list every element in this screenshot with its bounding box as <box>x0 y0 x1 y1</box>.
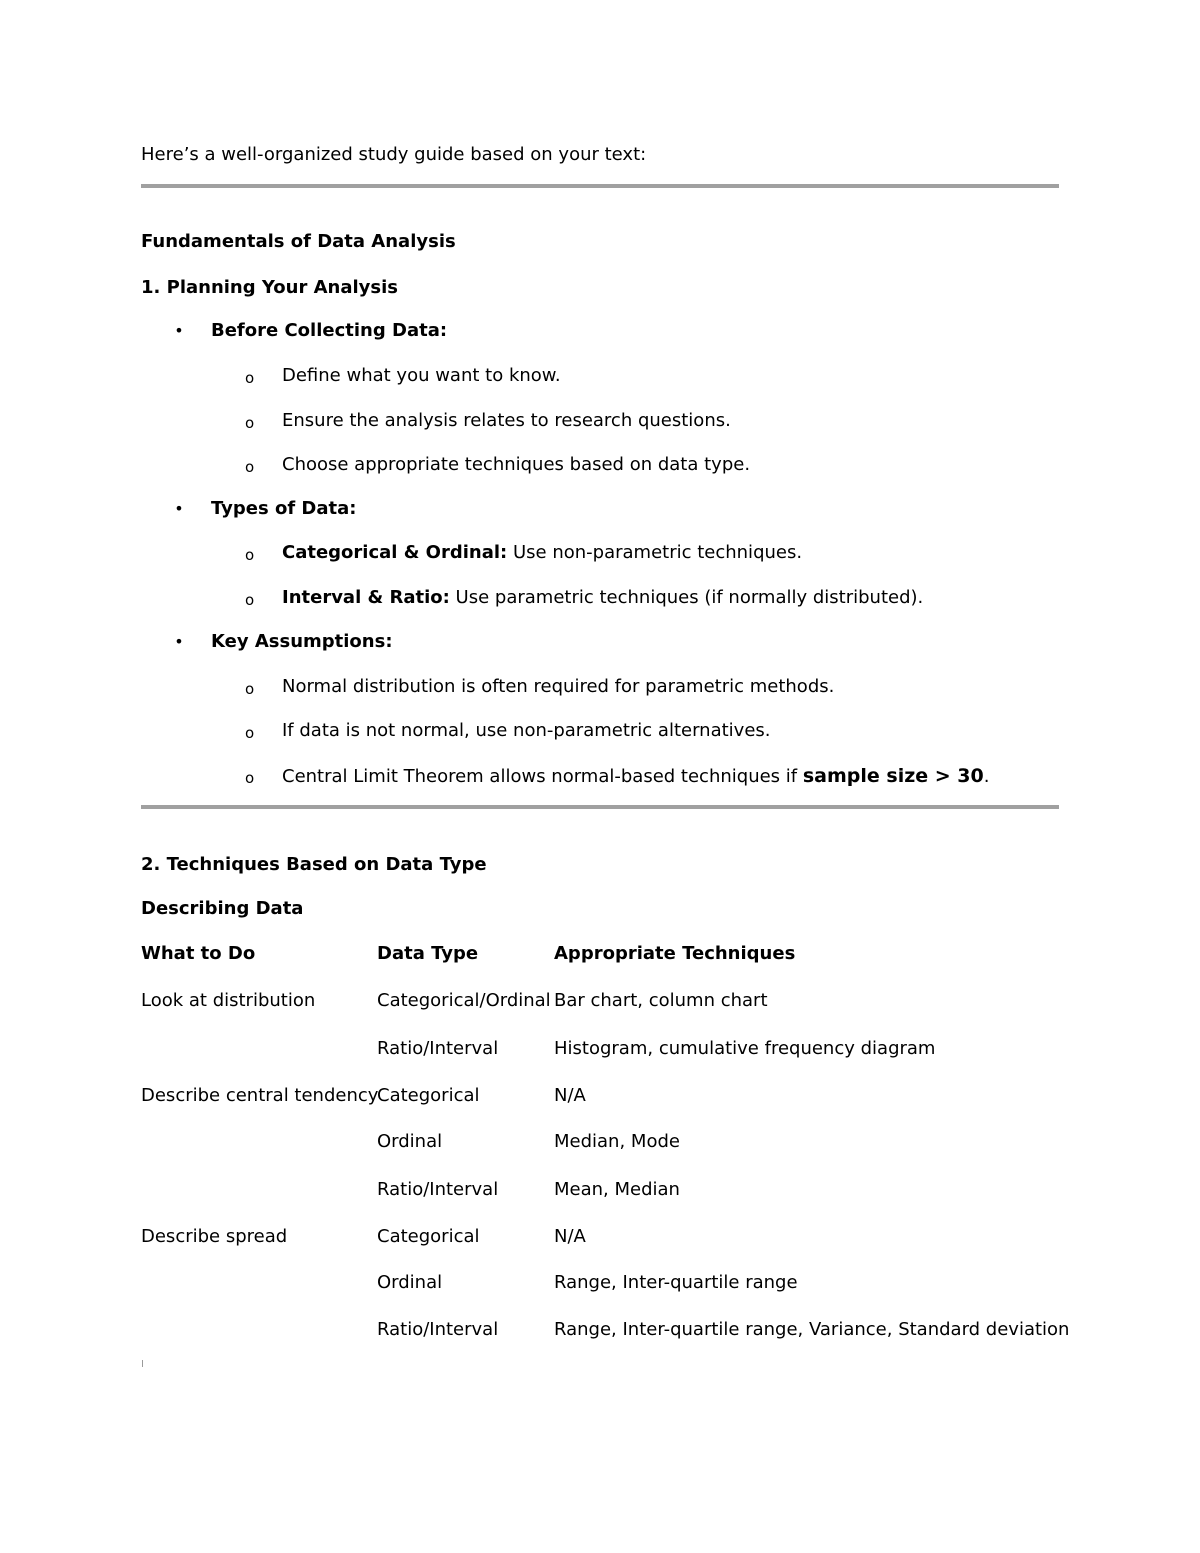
list-item: Ensure the analysis relates to research questions. <box>282 410 731 431</box>
list-item-emphasis: sample size > 30 <box>802 765 984 787</box>
list-item-text: Use parametric techniques (if normally distributed). <box>449 587 924 608</box>
intro-text: Here’s a well-organized study guide based on your text: <box>141 144 647 165</box>
table-cell: Ordinal <box>377 1131 443 1152</box>
list-item-term: Interval & Ratio: <box>282 587 450 608</box>
horizontal-rule <box>141 805 1059 809</box>
sub-bullet-icon: o <box>245 680 255 698</box>
section-heading: 2. Techniques Based on Data Type <box>141 854 487 875</box>
table-cell: Median, Mode <box>554 1131 680 1152</box>
list-item <box>282 586 923 610</box>
table-cell: Categorical/Ordinal <box>377 990 551 1011</box>
table-cell: Ratio/Interval <box>377 1319 499 1340</box>
sub-bullet-icon: o <box>245 414 255 432</box>
bullet-label: Before Collecting Data: <box>211 320 448 341</box>
list-item: Normal distribution is often required for parametric methods. <box>282 676 835 697</box>
paragraph-mark <box>142 1360 143 1367</box>
list-item <box>282 541 802 565</box>
list-item-text: . <box>983 766 990 787</box>
table-cell: Range, Inter-quartile range, Variance, Standard deviation <box>554 1319 1070 1340</box>
sub-bullet-icon: o <box>245 769 255 787</box>
table-cell: Histogram, cumulative frequency diagram <box>554 1038 936 1059</box>
subsection-heading: Describing Data <box>141 898 304 919</box>
table-cell: Ordinal <box>377 1272 443 1293</box>
bullet-label: Types of Data: <box>211 498 357 519</box>
list-item-text: Central Limit Theorem allows normal-based techniques if <box>282 766 803 787</box>
table-cell: Mean, Median <box>554 1179 680 1200</box>
table-cell: N/A <box>554 1226 586 1247</box>
table-cell: Ratio/Interval <box>377 1179 499 1200</box>
table-cell: Range, Inter-quartile range <box>554 1272 798 1293</box>
list-item: Define what you want to know. <box>282 365 561 386</box>
sub-bullet-icon: o <box>245 724 255 742</box>
list-item-term: Categorical & Ordinal: <box>282 542 508 563</box>
table-cell: Categorical <box>377 1085 480 1106</box>
horizontal-rule <box>141 184 1059 188</box>
bullet-icon: • <box>174 321 184 340</box>
sub-bullet-icon: o <box>245 591 255 609</box>
bullet-label: Key Assumptions: <box>211 631 393 652</box>
table-cell: Bar chart, column chart <box>554 990 768 1011</box>
table-header-cell: What to Do <box>141 943 256 964</box>
list-item: Choose appropriate techniques based on data type. <box>282 454 751 475</box>
sub-bullet-icon: o <box>245 458 255 476</box>
table-cell: Look at distribution <box>141 990 316 1011</box>
table-cell: Categorical <box>377 1226 480 1247</box>
table-cell: Describe central tendency <box>141 1085 379 1106</box>
document-title: Fundamentals of Data Analysis <box>141 231 456 252</box>
bullet-icon: • <box>174 632 184 651</box>
table-cell: Ratio/Interval <box>377 1038 499 1059</box>
list-item-text: Use non-parametric techniques. <box>507 542 803 563</box>
bullet-icon: • <box>174 499 184 518</box>
table-cell: N/A <box>554 1085 586 1106</box>
table-header-cell: Data Type <box>377 943 479 964</box>
section-heading: 1. Planning Your Analysis <box>141 277 399 298</box>
sub-bullet-icon: o <box>245 369 255 387</box>
list-item <box>282 764 989 789</box>
list-item: If data is not normal, use non-parametric alternatives. <box>282 720 771 741</box>
table-header-cell: Appropriate Techniques <box>554 943 796 964</box>
table-cell: Describe spread <box>141 1226 288 1247</box>
sub-bullet-icon: o <box>245 546 255 564</box>
